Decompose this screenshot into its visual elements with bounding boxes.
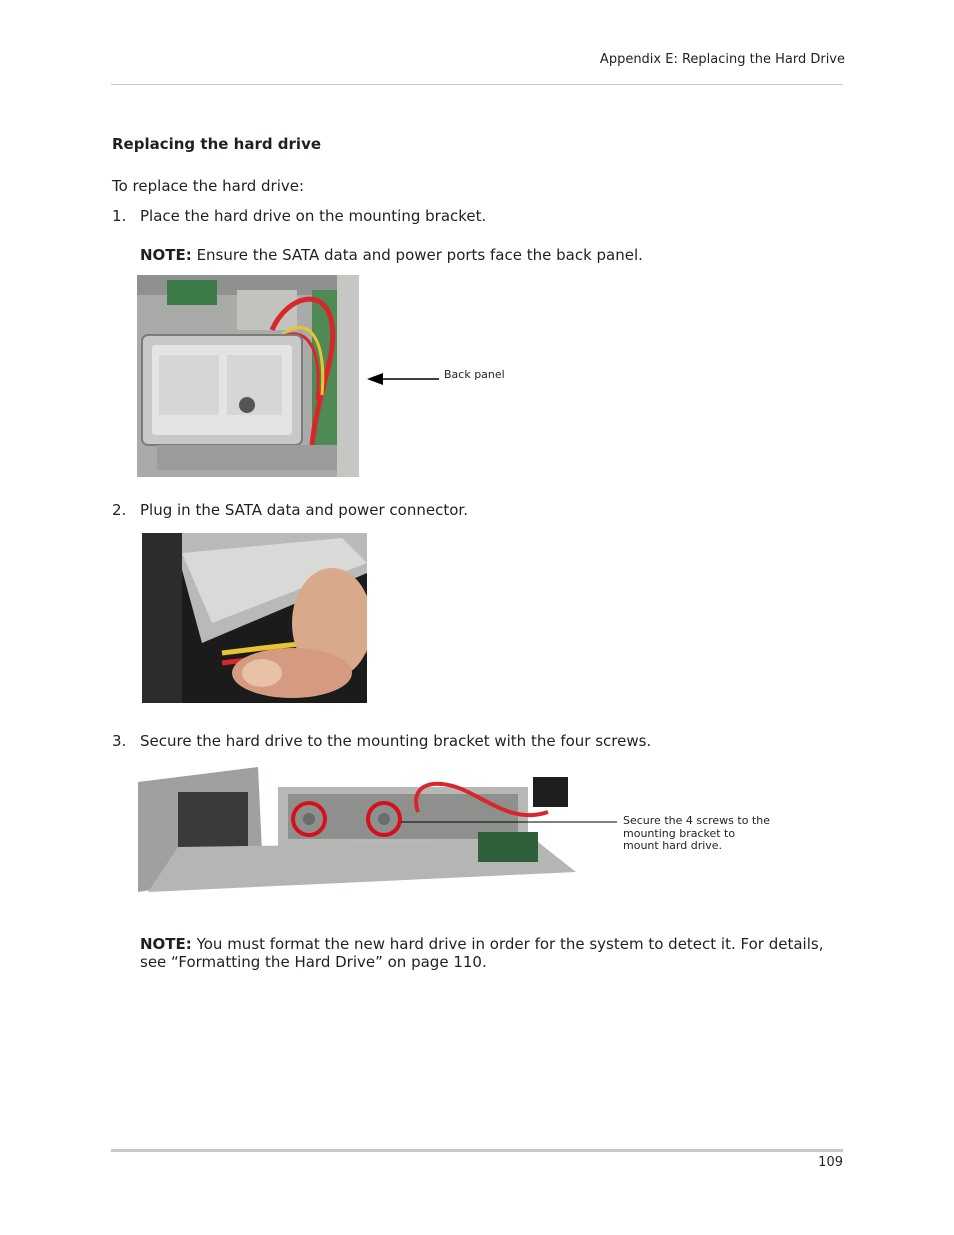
mounting-screws-photo <box>138 762 576 901</box>
step-1 <box>112 207 486 225</box>
screws-callout <box>623 815 770 853</box>
hard-drive-bracket-photo <box>137 275 359 477</box>
step-text: Secure the hard drive to the mounting bracket with the four screws. <box>140 732 652 750</box>
screws-callout-line-3: mount hard drive. <box>623 839 723 852</box>
back-panel-label: Back panel <box>444 368 505 381</box>
note-text: Ensure the SATA data and power ports face the back panel. <box>191 246 643 264</box>
step-text: Plug in the SATA data and power connector. <box>140 501 468 519</box>
step-number: 3. <box>112 732 127 750</box>
screws-callout-line-2: mounting bracket to <box>623 826 736 840</box>
step-number: 2. <box>112 501 127 519</box>
screws-callout-line-1: Secure the 4 screws to the <box>623 814 771 827</box>
intro-text: To replace the hard drive: <box>112 177 305 195</box>
header-divider <box>111 84 843 85</box>
screws-callout-line <box>401 819 617 825</box>
step-number: 1. <box>112 207 127 225</box>
note-sata-ports <box>140 246 643 264</box>
running-header: Appendix E: Replacing the Hard Drive <box>599 52 845 67</box>
note-text: You must format the new hard drive in order for the system to detect it. For details, see “Formatting the Hard Drive” on page 110. <box>140 935 824 971</box>
section-title: Replacing the hard drive <box>112 135 322 153</box>
note-label: NOTE: <box>140 935 192 953</box>
back-panel-arrow <box>367 371 447 387</box>
step-3 <box>112 732 651 750</box>
page-number: 109 <box>818 1155 843 1170</box>
note-format-drive <box>140 935 845 971</box>
sata-connector-photo <box>142 533 367 703</box>
footer-divider <box>111 1149 843 1152</box>
step-2 <box>112 501 468 519</box>
note-label: NOTE: <box>140 246 192 264</box>
step-text: Place the hard drive on the mounting bracket. <box>140 207 487 225</box>
